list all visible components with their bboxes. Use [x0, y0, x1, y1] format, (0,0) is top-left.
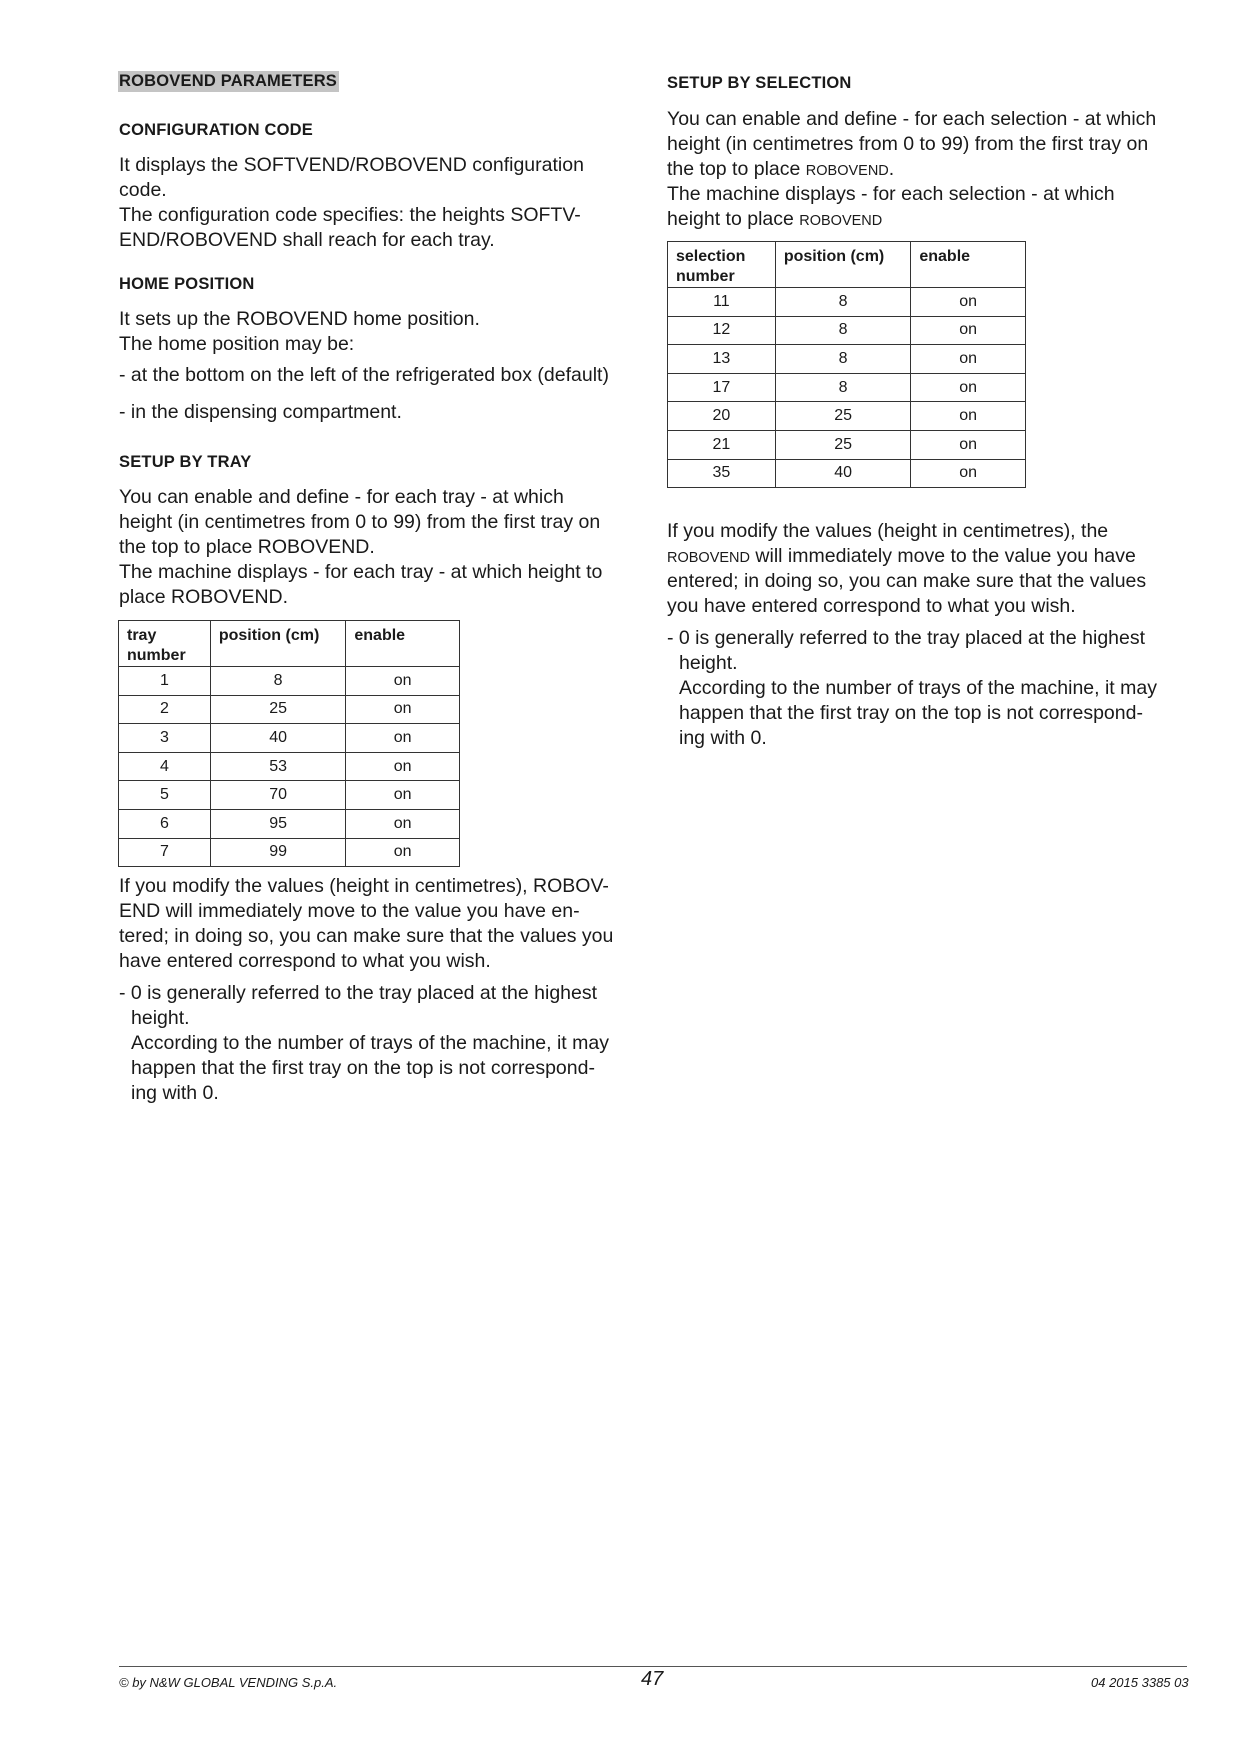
small-caps-text: ROBOVEND: [667, 550, 750, 566]
table-cell: 12: [668, 316, 776, 345]
table-cell: on: [911, 288, 1026, 317]
table-row: [668, 345, 1026, 374]
setup-by-tray-text: [119, 485, 602, 610]
home-option-default: - at the bottom on the left of the refrigerated box (default): [119, 364, 609, 386]
text-line: [667, 207, 1156, 232]
text-line: The home position may be:: [119, 333, 355, 355]
table-cell: on: [911, 345, 1026, 374]
table-cell: on: [911, 316, 1026, 345]
table-cell: 1: [119, 667, 211, 696]
table-row: [119, 838, 460, 867]
text-line: the top to place ROBOVEND.: [119, 536, 375, 558]
table-cell: 35: [668, 459, 776, 488]
header-line: enable: [919, 248, 971, 265]
table-cell: 2: [119, 695, 211, 724]
home-position-text: [119, 307, 480, 357]
config-code-heading: CONFIGURATION CODE: [119, 121, 313, 139]
table-row: [668, 430, 1026, 459]
table-row: [119, 809, 460, 838]
header-line: position (cm): [783, 248, 885, 265]
column-header-enable: [911, 242, 1026, 288]
column-header-selection-number: [668, 242, 776, 288]
table-cell: 99: [210, 838, 346, 867]
table-cell: 40: [210, 724, 346, 753]
setup-by-selection-heading: SETUP BY SELECTION: [667, 74, 852, 92]
footer-doc-code: 04 2015 3385 03: [1091, 1675, 1189, 1690]
text-line: You can enable and define - for each tray - at which: [119, 486, 564, 508]
header-line: position (cm): [218, 627, 320, 644]
table-cell: 8: [775, 373, 911, 402]
config-code-text: [119, 153, 584, 253]
table-row: [119, 667, 460, 696]
header-line: tray: [127, 627, 157, 644]
table-cell: on: [911, 402, 1026, 431]
footer-divider: [119, 1666, 1187, 1667]
text-line: END/ROBOVEND shall reach for each tray.: [119, 229, 495, 251]
text-line: have entered correspond to what you wish.: [119, 950, 491, 972]
table-cell: 40: [775, 459, 911, 488]
text-line: [667, 544, 1146, 569]
table-header-row: [668, 242, 1026, 288]
table-cell: 6: [119, 809, 211, 838]
table-row: [668, 288, 1026, 317]
text-line: ing with 0.: [131, 1082, 219, 1104]
table-cell: on: [346, 724, 460, 753]
text-line: place ROBOVEND.: [119, 586, 289, 608]
table-row: [119, 781, 460, 810]
table-cell: on: [346, 695, 460, 724]
text-line: It sets up the ROBOVEND home position.: [119, 308, 480, 330]
table-cell: 25: [775, 402, 911, 431]
tray-table: [118, 620, 460, 867]
header-line: number: [676, 268, 735, 285]
table-cell: 8: [210, 667, 346, 696]
text-line: height.: [679, 652, 738, 674]
header-line: selection: [676, 248, 746, 265]
selection-table: [667, 241, 1026, 488]
text-line: You can enable and define - for each selection - at which: [667, 108, 1157, 130]
section-title-text: ROBOVEND PARAMETERS: [119, 72, 338, 90]
text-span: the top to place: [667, 158, 806, 180]
table-cell: on: [346, 667, 460, 696]
table-cell: 95: [210, 809, 346, 838]
table-cell: 7: [119, 838, 211, 867]
text-line: - 0 is generally referred to the tray placed at the highest: [667, 627, 1146, 649]
section-title: [118, 72, 339, 91]
text-line: END will immediately move to the value you have en-: [119, 900, 580, 922]
table-row: [668, 402, 1026, 431]
small-caps-text: ROBOVEND: [799, 213, 883, 229]
setup-by-selection-text: [667, 107, 1156, 232]
text-line: tered; in doing so, you can make sure that the values you: [119, 925, 614, 947]
column-header-tray-number: [119, 621, 211, 667]
text-line: According to the number of trays of the machine, it may: [679, 677, 1157, 699]
table-row: [668, 459, 1026, 488]
home-option-dispensing: - in the dispensing compartment.: [119, 401, 402, 423]
table-cell: on: [346, 752, 460, 781]
selection-note: [667, 626, 1157, 751]
text-line: - 0 is generally referred to the tray placed at the highest: [119, 982, 598, 1004]
table-cell: 4: [119, 752, 211, 781]
tray-modify-text: [119, 874, 613, 974]
page-number: 47: [641, 1668, 664, 1690]
text-span: .: [888, 158, 895, 180]
text-line: ing with 0.: [679, 727, 767, 749]
text-span: height to place: [667, 208, 800, 230]
table-row: [668, 316, 1026, 345]
small-caps-text: ROBOVEND: [805, 163, 889, 179]
text-line: The machine displays - for each tray - at which height to: [119, 561, 603, 583]
text-line: code.: [119, 179, 167, 201]
table-cell: 21: [668, 430, 776, 459]
text-line: happen that the first tray on the top is not correspond-: [679, 702, 1143, 724]
tray-note: [119, 981, 609, 1106]
footer-copyright: © by N&W GLOBAL VENDING S.p.A.: [119, 1675, 338, 1690]
table-cell: 25: [210, 695, 346, 724]
table-row: [668, 373, 1026, 402]
table-cell: on: [911, 430, 1026, 459]
column-header-position: [775, 242, 911, 288]
text-span: will immediately move to the value you have: [750, 545, 1136, 567]
table-row: [119, 752, 460, 781]
table-cell: 20: [668, 402, 776, 431]
table-cell: on: [346, 781, 460, 810]
table-row: [119, 695, 460, 724]
table-cell: on: [911, 373, 1026, 402]
table-cell: 11: [668, 288, 776, 317]
text-line: height.: [131, 1007, 190, 1029]
text-line: If you modify the values (height in centimetres), ROBOV-: [119, 875, 609, 897]
text-line: entered; in doing so, you can make sure that the values: [667, 570, 1147, 592]
text-line: It displays the SOFTVEND/ROBOVEND configuration: [119, 154, 584, 176]
table-cell: on: [346, 838, 460, 867]
table-cell: 25: [775, 430, 911, 459]
text-line: If you modify the values (height in centimetres), the: [667, 520, 1109, 542]
text-line: height (in centimetres from 0 to 99) from the first tray on: [119, 511, 601, 533]
table-row: [119, 724, 460, 753]
header-line: number: [127, 647, 186, 664]
table-cell: on: [911, 459, 1026, 488]
column-header-enable: [346, 621, 460, 667]
text-line: The machine displays - for each selection - at which: [667, 183, 1115, 205]
home-position-heading: HOME POSITION: [119, 275, 255, 293]
text-line: According to the number of trays of the machine, it may: [131, 1032, 609, 1054]
setup-by-tray-heading: SETUP BY TRAY: [119, 453, 252, 471]
table-cell: 8: [775, 345, 911, 374]
table-cell: 13: [668, 345, 776, 374]
table-cell: 70: [210, 781, 346, 810]
table-cell: 5: [119, 781, 211, 810]
text-line: happen that the first tray on the top is not correspond-: [131, 1057, 595, 1079]
text-line: height (in centimetres from 0 to 99) from the first tray on: [667, 133, 1149, 155]
table-cell: on: [346, 809, 460, 838]
table-cell: 8: [775, 316, 911, 345]
table-cell: 8: [775, 288, 911, 317]
text-line: [667, 157, 1156, 182]
table-header-row: [119, 621, 460, 667]
selection-modify-text: [667, 519, 1146, 619]
column-header-position: [210, 621, 346, 667]
text-line: The configuration code specifies: the heights SOFTV-: [119, 204, 581, 226]
table-cell: 17: [668, 373, 776, 402]
table-cell: 53: [210, 752, 346, 781]
table-cell: 3: [119, 724, 211, 753]
text-line: you have entered correspond to what you wish.: [667, 595, 1076, 617]
header-line: enable: [354, 627, 406, 644]
